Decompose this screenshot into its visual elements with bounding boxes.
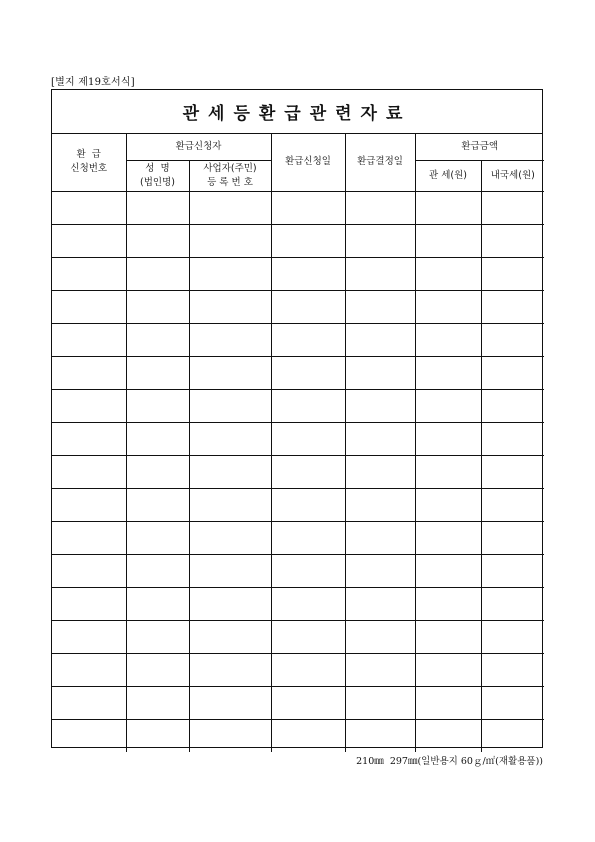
cell-apply-date[interactable] — [271, 191, 345, 224]
header-apply-date: 환급신청일 — [271, 134, 345, 191]
cell-name[interactable] — [126, 257, 189, 290]
cell-refund-number[interactable] — [52, 587, 126, 620]
cell-decision-date[interactable] — [345, 356, 415, 389]
cell-domestic-tax[interactable] — [481, 257, 544, 290]
cell-refund-number[interactable] — [52, 620, 126, 653]
cell-name[interactable] — [126, 554, 189, 587]
table-row — [52, 587, 544, 620]
form-number-label: [별지 제19호서식] — [51, 77, 135, 88]
cell-registration-number[interactable] — [189, 257, 271, 290]
cell-customs-duty[interactable] — [415, 719, 481, 752]
cell-domestic-tax[interactable] — [481, 686, 544, 719]
header-refund-amount: 환급금액 — [415, 134, 544, 160]
cell-domestic-tax[interactable] — [481, 719, 544, 752]
cell-customs-duty[interactable] — [415, 455, 481, 488]
title-row — [52, 90, 542, 134]
cell-apply-date[interactable] — [271, 323, 345, 356]
cell-name[interactable] — [126, 455, 189, 488]
form-frame — [51, 89, 543, 748]
cell-customs-duty[interactable] — [415, 587, 481, 620]
header-name-line1: 성 명 — [145, 162, 170, 174]
cell-customs-duty[interactable] — [415, 356, 481, 389]
cell-refund-number[interactable] — [52, 521, 126, 554]
cell-registration-number[interactable] — [189, 587, 271, 620]
table-row — [52, 356, 544, 389]
cell-domestic-tax[interactable] — [481, 554, 544, 587]
cell-apply-date[interactable] — [271, 257, 345, 290]
table-row — [52, 719, 544, 752]
header-refund-number-line2: 신청번호 — [70, 163, 108, 175]
cell-domestic-tax[interactable] — [481, 620, 544, 653]
cell-apply-date[interactable] — [271, 719, 345, 752]
cell-apply-date[interactable] — [271, 422, 345, 455]
header-registration-number-line1: 사업자(주민) — [203, 162, 257, 174]
table-row — [52, 653, 544, 686]
cell-customs-duty[interactable] — [415, 488, 481, 521]
cell-decision-date[interactable] — [345, 686, 415, 719]
cell-customs-duty[interactable] — [415, 422, 481, 455]
refund-table — [52, 134, 544, 752]
cell-name[interactable] — [126, 389, 189, 422]
table-row — [52, 257, 544, 290]
header-refund-number-line1: 환 급 — [76, 149, 101, 161]
cell-customs-duty[interactable] — [415, 686, 481, 719]
cell-registration-number[interactable] — [189, 224, 271, 257]
paper-size-note — [356, 753, 543, 767]
table-row — [52, 554, 544, 587]
cell-name[interactable] — [126, 224, 189, 257]
cell-domestic-tax[interactable] — [481, 422, 544, 455]
cell-name[interactable] — [126, 191, 189, 224]
cell-registration-number[interactable] — [189, 554, 271, 587]
cell-domestic-tax[interactable] — [481, 290, 544, 323]
table-row — [52, 323, 544, 356]
cell-customs-duty[interactable] — [415, 224, 481, 257]
cell-domestic-tax[interactable] — [481, 455, 544, 488]
cell-name[interactable] — [126, 719, 189, 752]
cell-domestic-tax[interactable] — [481, 587, 544, 620]
cell-customs-duty[interactable] — [415, 389, 481, 422]
header-name — [126, 160, 189, 191]
cell-refund-number[interactable] — [52, 323, 126, 356]
cell-customs-duty[interactable] — [415, 521, 481, 554]
cell-apply-date[interactable] — [271, 488, 345, 521]
cell-decision-date[interactable] — [345, 620, 415, 653]
cell-registration-number[interactable] — [189, 719, 271, 752]
form-title: 관세등환급관련자료 — [182, 104, 412, 124]
cell-decision-date[interactable] — [345, 521, 415, 554]
cell-apply-date[interactable] — [271, 521, 345, 554]
cell-decision-date[interactable] — [345, 323, 415, 356]
cell-domestic-tax[interactable] — [481, 521, 544, 554]
cell-decision-date[interactable] — [345, 191, 415, 224]
table-row — [52, 422, 544, 455]
header-registration-number — [189, 160, 271, 191]
table-row — [52, 620, 544, 653]
cell-decision-date[interactable] — [345, 389, 415, 422]
cell-refund-number[interactable] — [52, 191, 126, 224]
cell-refund-number[interactable] — [52, 686, 126, 719]
cell-decision-date[interactable] — [345, 554, 415, 587]
cell-name[interactable] — [126, 488, 189, 521]
header-domestic-tax: 내국세(원) — [481, 160, 544, 191]
cell-registration-number[interactable] — [189, 455, 271, 488]
cell-registration-number[interactable] — [189, 290, 271, 323]
cell-registration-number[interactable] — [189, 521, 271, 554]
cell-domestic-tax[interactable] — [481, 224, 544, 257]
table-row — [52, 521, 544, 554]
cell-registration-number[interactable] — [189, 389, 271, 422]
cell-decision-date[interactable] — [345, 587, 415, 620]
cell-apply-date[interactable] — [271, 620, 345, 653]
cell-decision-date[interactable] — [345, 257, 415, 290]
table-row — [52, 455, 544, 488]
table-row — [52, 290, 544, 323]
cell-customs-duty[interactable] — [415, 191, 481, 224]
cell-name[interactable] — [126, 323, 189, 356]
cell-apply-date[interactable] — [271, 224, 345, 257]
cell-apply-date[interactable] — [271, 554, 345, 587]
cell-registration-number[interactable] — [189, 422, 271, 455]
table-row — [52, 191, 544, 224]
cell-refund-number[interactable] — [52, 455, 126, 488]
cell-domestic-tax[interactable] — [481, 356, 544, 389]
cell-name[interactable] — [126, 422, 189, 455]
cell-refund-number[interactable] — [52, 356, 126, 389]
cell-registration-number[interactable] — [189, 488, 271, 521]
header-customs-duty: 관 세(원) — [415, 160, 481, 191]
cell-apply-date[interactable] — [271, 455, 345, 488]
cell-customs-duty[interactable] — [415, 554, 481, 587]
cell-name[interactable] — [126, 356, 189, 389]
header-decision-date: 환급결정일 — [345, 134, 415, 191]
cell-decision-date[interactable] — [345, 224, 415, 257]
cell-apply-date[interactable] — [271, 290, 345, 323]
cell-apply-date[interactable] — [271, 356, 345, 389]
cell-customs-duty[interactable] — [415, 257, 481, 290]
cell-refund-number[interactable] — [52, 488, 126, 521]
cell-apply-date[interactable] — [271, 587, 345, 620]
header-refund-number — [52, 134, 126, 191]
cell-domestic-tax[interactable] — [481, 323, 544, 356]
cell-customs-duty[interactable] — [415, 653, 481, 686]
cell-name[interactable] — [126, 653, 189, 686]
cell-registration-number[interactable] — [189, 620, 271, 653]
cell-decision-date[interactable] — [345, 422, 415, 455]
paper-size-text: 210㎜ 297㎜(일반용지 60ｇ/㎡(재활용품)) — [356, 756, 543, 767]
cell-domestic-tax[interactable] — [481, 389, 544, 422]
cell-registration-number[interactable] — [189, 686, 271, 719]
cell-name[interactable] — [126, 620, 189, 653]
cell-apply-date[interactable] — [271, 686, 345, 719]
header-registration-number-line2: 등 록 번 호 — [207, 176, 253, 188]
cell-registration-number[interactable] — [189, 653, 271, 686]
cell-refund-number[interactable] — [52, 257, 126, 290]
cell-name[interactable] — [126, 587, 189, 620]
cell-customs-duty[interactable] — [415, 620, 481, 653]
cell-decision-date[interactable] — [345, 455, 415, 488]
cell-refund-number[interactable] — [52, 389, 126, 422]
cell-refund-number[interactable] — [52, 422, 126, 455]
cell-domestic-tax[interactable] — [481, 488, 544, 521]
header-applicant: 환급신청자 — [126, 134, 271, 160]
cell-registration-number[interactable] — [189, 356, 271, 389]
table-row — [52, 224, 544, 257]
cell-refund-number[interactable] — [52, 554, 126, 587]
cell-decision-date[interactable] — [345, 488, 415, 521]
cell-name[interactable] — [126, 686, 189, 719]
cell-registration-number[interactable] — [189, 323, 271, 356]
cell-registration-number[interactable] — [189, 191, 271, 224]
cell-refund-number[interactable] — [52, 290, 126, 323]
cell-apply-date[interactable] — [271, 389, 345, 422]
cell-apply-date[interactable] — [271, 653, 345, 686]
header-name-line2: (법인명) — [140, 176, 175, 188]
cell-name[interactable] — [126, 521, 189, 554]
cell-customs-duty[interactable] — [415, 323, 481, 356]
cell-decision-date[interactable] — [345, 290, 415, 323]
cell-refund-number[interactable] — [52, 224, 126, 257]
cell-domestic-tax[interactable] — [481, 653, 544, 686]
cell-refund-number[interactable] — [52, 653, 126, 686]
table-row — [52, 686, 544, 719]
cell-refund-number[interactable] — [52, 719, 126, 752]
cell-name[interactable] — [126, 290, 189, 323]
cell-domestic-tax[interactable] — [481, 191, 544, 224]
cell-decision-date[interactable] — [345, 653, 415, 686]
cell-customs-duty[interactable] — [415, 290, 481, 323]
table-row — [52, 488, 544, 521]
cell-decision-date[interactable] — [345, 719, 415, 752]
table-row — [52, 389, 544, 422]
